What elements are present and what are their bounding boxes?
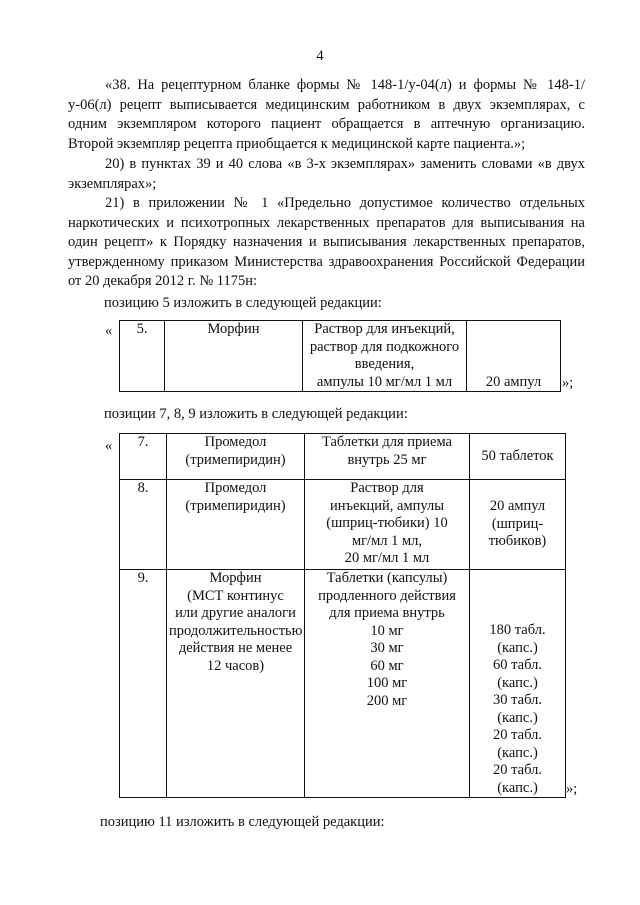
quantity-line: 20 ампул [489,498,546,514]
form-line: продленного действия [318,587,456,604]
form-line: Таблетки (капсулы) [326,570,448,586]
table-row [120,480,566,570]
name-line: 12 часов) [206,657,265,674]
name-line: (МСТ континус [187,587,284,604]
form-line: Раствор для [350,480,424,496]
form-line: 10 мг [370,622,404,639]
form-line: 100 мг [366,675,408,691]
name-line: (тримепиридин) [185,451,286,468]
quantity-line: (капс.) [497,639,538,656]
table-positions-7-8-9 [119,433,566,798]
table-row [120,434,566,480]
form-line: Таблетки для приема [321,434,452,450]
name-line: или другие аналоги [175,605,296,621]
cell-quantity [470,480,566,570]
close-quote-pos5: »; [562,375,574,391]
cell-quantity [470,434,566,480]
form-line: 20 мг/мл 1 мл [344,550,430,566]
lead-position-11: позицию 11 изложить в следующей редакции: [100,814,385,830]
cell-name [167,480,305,570]
form-line: раствор для подкожного [309,338,460,355]
form-line: 30 мг [370,640,404,656]
page-number: 4 [316,48,324,64]
form-line: (шприц-тюбики) 10 [326,515,448,531]
quantity-line: (капс.) [497,744,538,761]
name-line: Промедол [204,480,267,496]
table-row [120,570,566,798]
cell-quantity: 20 ампул [467,321,561,392]
cell-name [167,434,305,480]
cell-name [167,570,305,798]
lead-positions-7-8-9: позиции 7, 8, 9 изложить в следующей редакции: [104,406,408,422]
quantity-line: (шприц- [491,515,544,532]
name-line: действия не менее [178,640,293,656]
form-line: ампулы 10 мг/мл 1 мл [316,373,453,390]
form-line: 60 мг [370,657,404,674]
cell-num: 5. [120,321,165,392]
cell-num: 7. [120,434,167,480]
form-line: мг/мл 1 мл, [351,532,423,549]
cell-name: Морфин [165,321,303,392]
close-quote-pos789: »; [566,781,578,797]
cell-form [305,434,470,480]
form-line: внутрь 25 мг [347,451,427,468]
name-line: (тримепиридин) [185,497,286,514]
quantity-line: 50 таблеток [481,447,554,464]
lead-position-5: позицию 5 изложить в следующей редакции: [104,295,382,311]
cell-num: 9. [120,570,167,798]
cell-quantity [470,570,566,798]
cell-num: 8. [120,480,167,570]
name-line: Морфин [209,570,262,586]
quantity-line: 60 табл. [493,657,542,673]
form-line: 200 мг [366,692,408,709]
paragraph-item-20: 20) в пунктах 39 и 40 слова «в 3-х экземплярах» заменить словами «в двух экземплярах»; [68,156,585,192]
form-line: для приема внутрь [329,605,445,621]
table-row [120,321,561,392]
paragraph-item-38: «38. На рецептурном бланке формы № 148-1/у-04(л) и формы № 148-1/у-06(л) рецепт выписывается медицинским работником в двух экземплярах, с одним экземпляром которого пациент обращается в аптечную организацию. Второй экземпляр рецепта приобщается к медицинской карте пациента.»; [68,77,585,152]
quantity-line: тюбиков) [488,533,547,549]
quantity-line: 20 табл. [493,762,542,778]
cell-form [303,321,467,392]
form-line: введения, [354,356,415,372]
paragraph-item-21: 21) в приложении № 1 «Предельно допустимое количество отдельных наркотических и психотропных лекарственных препаратов для выписывания на один рецепт» к Порядку назначения и выписывания лекарственных препаратов, утвержденному приказом Министерства здравоохранения Российской Федерации от 20 декабря 2012 г. № 1175н: [68,195,585,289]
quantity-line: (капс.) [497,674,538,691]
cell-form [305,570,470,798]
open-quote-pos789: « [105,438,113,454]
cell-form [305,480,470,570]
form-line: инъекций, ампулы [330,497,444,514]
quantity-line: 30 табл. [493,692,542,708]
quantity-line: (капс.) [497,709,538,726]
quantity-line: 20 табл. [493,727,542,743]
name-line: продолжительностью [169,622,303,639]
form-line: Раствор для инъекций, [314,321,455,337]
name-line: Промедол [204,434,267,450]
open-quote-pos5: « [105,323,113,339]
table-position-5 [119,320,561,392]
quantity-line: 180 табл. [489,622,546,638]
quantity-line: (капс.) [497,779,538,796]
